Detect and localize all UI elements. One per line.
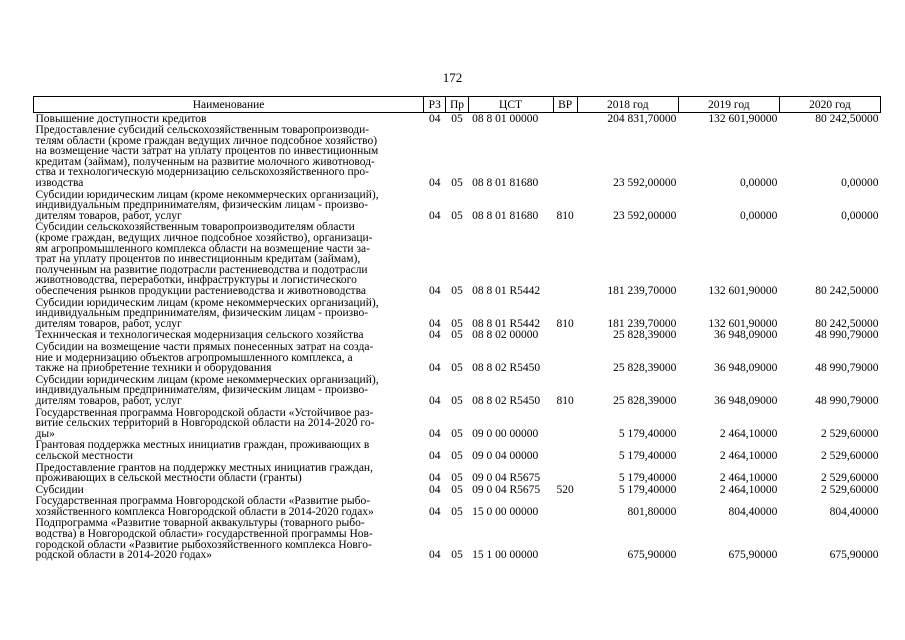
row-2019: 36 948,09000 [714,329,778,342]
row-2018: 25 828,39000 [613,394,677,407]
row-vr: 810 [556,209,574,222]
row-2018: 204 831,70000 [607,112,677,125]
row-pr: 05 [451,483,463,496]
row-vr [553,407,577,440]
row-2018: 23 592,00000 [613,177,677,190]
row-2020: 2 529,60000 [821,449,879,462]
table-body [34,113,881,562]
table-row [34,125,881,190]
row-name: Субсидии юридическим лицам (кроме некоммерческих организаций), индивидуальным предпринимателям, физическим лицам - произво- дителям товаров, работ, услуг [35,373,379,407]
row-rz: 04 [429,285,441,297]
row-cst: 08 8 01 00000 [472,112,539,125]
row-pr: 05 [451,505,463,518]
row-pr: 05 [451,317,463,330]
row-2018: 181 239,70000 [607,317,677,330]
row-2018: 5 179,40000 [618,472,677,485]
row-2018: 25 828,39000 [613,329,677,342]
row-vr [553,125,577,190]
row-rz: 04 [429,449,441,462]
row-name: Субсидии сельскохозяйственным товаропроизводителям области (кроме граждан, ведущих личное подсобное хозяйство), организаци- ям агропромышленного комплекса области на возмещение части за- трат на уплату процентов по инвестиционным кредитам (займам), полученным на развитие подотрасли растениеводства и подотрасли животноводства, переработки, инфраструктуры и логистического обеспечения рынков продукции растениеводства и животноводства [35,221,373,297]
row-2020: 804,40000 [829,505,879,518]
header-2019: 2019 год [678,97,779,113]
row-2019: 36 948,09000 [714,394,778,407]
row-pr: 05 [451,209,463,222]
table-row [34,518,881,561]
row-rz: 04 [429,112,441,125]
row-rz: 04 [429,362,441,375]
row-cst: 09 0 04 00000 [472,449,539,462]
header-pr: Пр [446,97,468,113]
row-vr [553,330,577,342]
row-cst: 08 8 01 81680 [472,177,539,190]
row-name: Государственная программа Новгородской области «Устойчивое раз- витие сельских территорий в Новгородской области на 2014-2020 го- ды» [35,406,375,440]
row-2019: 0,00000 [740,209,778,222]
table-row [34,374,881,407]
row-cst: 09 0 04 R5675 [472,472,541,485]
row-2020: 0,00000 [841,177,879,190]
row-rz: 04 [429,472,441,485]
row-2020: 48 990,79000 [815,394,879,407]
row-cst: 15 0 00 00000 [472,505,539,518]
table-row [34,297,881,330]
row-cst: 08 8 01 81680 [472,209,539,222]
row-2020: 80 242,50000 [815,285,879,297]
row-2020: 80 242,50000 [815,317,879,330]
row-2019: 132 601,90000 [708,317,778,330]
row-name: Субсидии юридическим лицам (кроме некоммерческих организаций), индивидуальным предпринимателям, физическим лицам - произво- дителям товаров, работ, услуг [35,296,379,330]
row-2020: 2 529,60000 [821,483,879,496]
row-cst: 09 0 00 00000 [472,427,539,440]
table-row [34,189,881,222]
table-row [34,341,881,374]
row-2020: 2 529,60000 [821,427,879,440]
row-2018: 5 179,40000 [618,483,677,496]
row-name: Государственная программа Новгородской области «Развитие рыбо- хозяйственного комплекса Новгородской области в 2014-2020 годах» [35,495,374,518]
table-header-row [34,97,881,113]
row-vr: 520 [556,483,574,496]
row-2019: 132 601,90000 [708,285,778,297]
header-cst: ЦСТ [468,97,553,113]
table-row [34,330,881,342]
row-name: Субсидии юридическим лицам (кроме некоммерческих организаций), индивидуальным предпринимателям, физическим лицам - произво- дителям товаров, работ, услуг [35,188,379,222]
row-vr: 810 [556,394,574,407]
header-name: Наименование [34,97,424,113]
row-name: Предоставление субсидий сельскохозяйственным товаропроизводи- телям области (кроме граждан ведущих личное подсобное хозяйство) на возмещение части затрат на уплату процентов по инвестиционным кредитам (займам), полученным на развитие молочного животновод- ства и технологическую модернизацию сельскохозяйственного про- изводства [35,124,379,190]
header-rz: РЗ [424,97,446,113]
header-2018: 2018 год [577,97,678,113]
row-pr: 05 [451,112,463,125]
row-2018: 801,80000 [627,505,677,518]
row-pr: 05 [451,549,463,562]
row-2019: 675,90000 [728,549,778,562]
row-2019: 804,40000 [728,505,778,518]
row-vr [553,222,577,297]
row-2019: 2 464,10000 [719,483,778,496]
row-vr [553,440,577,462]
row-2020: 48 990,79000 [815,329,879,342]
row-pr: 05 [451,362,463,375]
row-cst: 08 8 02 R5450 [472,394,541,407]
row-vr [553,496,577,518]
row-2019: 0,00000 [740,177,778,190]
table-row [34,113,881,125]
row-vr [553,462,577,484]
header-vr: ВР [553,97,577,113]
row-name: Субсидии [35,483,84,496]
row-rz: 04 [429,317,441,330]
row-rz: 04 [429,209,441,222]
row-vr [553,518,577,561]
row-2020: 80 242,50000 [815,112,879,125]
row-vr [553,113,577,125]
row-pr: 05 [451,427,463,440]
row-cst: 08 8 02 R5450 [472,362,541,375]
row-2020: 675,90000 [829,549,879,562]
page-number: 172 [442,70,463,85]
table-row [34,222,881,297]
row-name: Грантовая поддержка местных инициатив граждан, проживающих в сельской местности [35,439,370,462]
row-2018: 5 179,40000 [618,449,677,462]
row-2018: 181 239,70000 [607,285,677,297]
row-2019: 2 464,10000 [719,449,778,462]
row-rz: 04 [429,329,441,342]
table-row [34,407,881,440]
row-rz: 04 [429,394,441,407]
row-vr: 810 [556,317,574,330]
row-2018: 23 592,00000 [613,209,677,222]
row-2020: 0,00000 [841,209,879,222]
row-pr: 05 [451,285,463,297]
row-name: Техническая и технологическая модернизация сельского хозяйства [35,329,364,342]
row-2019: 36 948,09000 [714,362,778,375]
row-pr: 05 [451,394,463,407]
row-2018: 25 828,39000 [613,362,677,375]
row-name: Субсидии на возмещение части прямых понесенных затрат на созда- ние и модернизацию объектов агропромышленного комплекса, а также на приобретение техники и оборудования [35,340,374,375]
row-cst: 08 8 01 R5442 [472,285,541,297]
table-row [34,484,881,496]
table-row [34,440,881,462]
row-rz: 04 [429,427,441,440]
row-cst: 08 8 01 R5442 [472,317,541,330]
row-pr: 05 [451,449,463,462]
row-2019: 132 601,90000 [708,112,778,125]
row-2020: 2 529,60000 [821,472,879,485]
row-rz: 04 [429,177,441,190]
row-rz: 04 [429,483,441,496]
row-2018: 5 179,40000 [618,427,677,440]
row-pr: 05 [451,472,463,485]
row-2019: 2 464,10000 [719,472,778,485]
header-2020: 2020 год [779,97,880,113]
row-pr: 05 [451,177,463,190]
row-rz: 04 [429,549,441,562]
budget-table [33,96,881,561]
row-rz: 04 [429,505,441,518]
table-row [34,462,881,484]
row-2018: 675,90000 [627,549,677,562]
row-name: Подпрограмма «Развитие товарной аквакультуры (товарного рыбо- водства) в Новгородской области» государственной программы Нов- городской области «Развитие рыбохозяйственного комплекса Новго- родской области в 2014-2020 годах» [35,517,373,562]
table-row [34,496,881,518]
row-cst: 15 1 00 00000 [472,549,539,562]
row-2020: 48 990,79000 [815,362,879,375]
row-2019: 2 464,10000 [719,427,778,440]
row-cst: 08 8 02 00000 [472,329,539,342]
row-pr: 05 [451,329,463,342]
row-cst: 09 0 04 R5675 [472,483,541,496]
row-name: Повышение доступности кредитов [35,112,207,125]
row-name: Предоставление грантов на поддержку местных инициатив граждан, проживающих в сельской местности области (гранты) [35,461,373,485]
row-vr [553,341,577,374]
